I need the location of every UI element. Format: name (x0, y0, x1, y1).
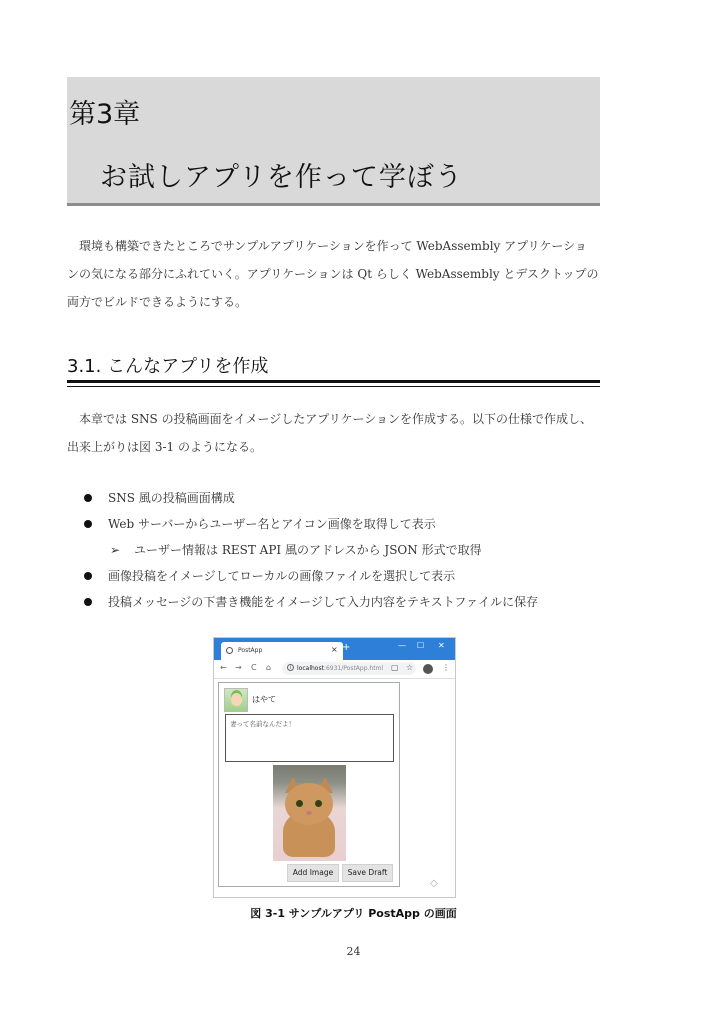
cat-nose-shape (306, 811, 312, 815)
window-close-icon[interactable]: ✕ (438, 641, 445, 650)
list-item (84, 567, 455, 584)
sub-list-item (110, 541, 482, 558)
username: はやて (252, 695, 276, 704)
figure-browser-screenshot (213, 637, 456, 898)
url-text (297, 665, 383, 672)
page-number: 24 (346, 945, 361, 958)
close-icon[interactable]: × (331, 645, 338, 654)
bullet-icon (84, 520, 92, 528)
plus-icon[interactable]: + (342, 642, 351, 653)
browser-tab-bar (214, 638, 455, 660)
list-item-text: 画像投稿をイメージしてローカルの画像ファイルを選択して表示 (108, 569, 456, 583)
star-icon[interactable]: ☆ (406, 663, 414, 672)
section-paragraph (67, 405, 601, 461)
intro-paragraph (67, 232, 601, 316)
info-icon[interactable]: i (287, 664, 294, 671)
figure-caption: 図 3-1 サンプルアプリ PostApp の画面 (250, 907, 457, 920)
share-icon[interactable]: ▢ (391, 663, 399, 672)
url-path: :6931/PostApp.html (323, 665, 384, 672)
section-line-1: 本章では SNS の投稿画面をイメージしたアプリケーションを作成する。以下の仕様で作成し、 (79, 412, 593, 426)
bullet-icon (84, 572, 92, 580)
message-text: 妻って名前なんだよ！ (230, 720, 295, 728)
section-title: 3.1. こんなアプリを作成 (67, 356, 269, 377)
browser-toolbar (214, 660, 455, 679)
intro-line-3: 両方でビルドできるようにする。 (67, 295, 248, 309)
list-item (84, 489, 235, 506)
globe-icon (226, 647, 233, 654)
cat-head-shape (285, 783, 333, 825)
back-icon[interactable]: ← (220, 663, 227, 672)
url-host: localhost (297, 665, 324, 672)
browser-tab[interactable] (221, 642, 343, 660)
message-input[interactable] (225, 714, 394, 762)
list-item-text: Web サーバーからユーザー名とアイコン画像を取得して表示 (108, 517, 436, 531)
cat-eye-shape (314, 799, 323, 808)
save-draft-button[interactable]: Save Draft (342, 864, 393, 882)
app-panel (218, 682, 400, 887)
posted-image (273, 765, 346, 861)
home-icon[interactable]: ⌂ (266, 663, 272, 672)
bullet-icon (84, 494, 92, 502)
arrow-bullet-icon: ➢ (110, 543, 121, 557)
profile-icon[interactable] (423, 664, 433, 674)
section-line-2: 出来上がりは図 3-1 のようになる。 (67, 440, 262, 454)
add-image-button[interactable]: Add Image (287, 864, 339, 882)
list-item (84, 515, 436, 532)
tab-title: PostApp (238, 647, 263, 654)
list-item-text: 投稿メッセージの下書き機能をイメージして入力内容をテキストファイルに保存 (108, 595, 539, 609)
sub-list-item-text: ユーザー情報は REST API 風のアドレスから JSON 形式で取得 (134, 543, 482, 557)
section-rule-thin (67, 386, 600, 387)
minimize-icon[interactable]: — (398, 641, 406, 650)
intro-line-2: ンの気になる部分にふれていく。アプリケーションは Qt らしく WebAssembly とデスクトップの (67, 267, 599, 281)
forward-icon[interactable]: → (235, 663, 242, 672)
section-rule (67, 380, 600, 383)
intro-line-1: 環境も構築できたところでサンプルアプリケーションを作って WebAssembly アプリケーショ (79, 239, 587, 253)
list-item-text: SNS 風の投稿画面構成 (108, 491, 235, 505)
cat-eye-shape (295, 799, 304, 808)
eraser-icon: ◇ (430, 878, 438, 889)
maximize-icon[interactable]: ☐ (417, 641, 425, 650)
avatar (224, 688, 248, 712)
list-item (84, 593, 538, 610)
menu-icon[interactable]: ⋮ (442, 663, 450, 672)
chapter-title: お試しアプリを作って学ぼう (100, 162, 463, 193)
bullet-icon (84, 598, 92, 606)
chapter-label: 第3章 (69, 99, 141, 130)
reload-icon[interactable]: C (251, 663, 257, 672)
